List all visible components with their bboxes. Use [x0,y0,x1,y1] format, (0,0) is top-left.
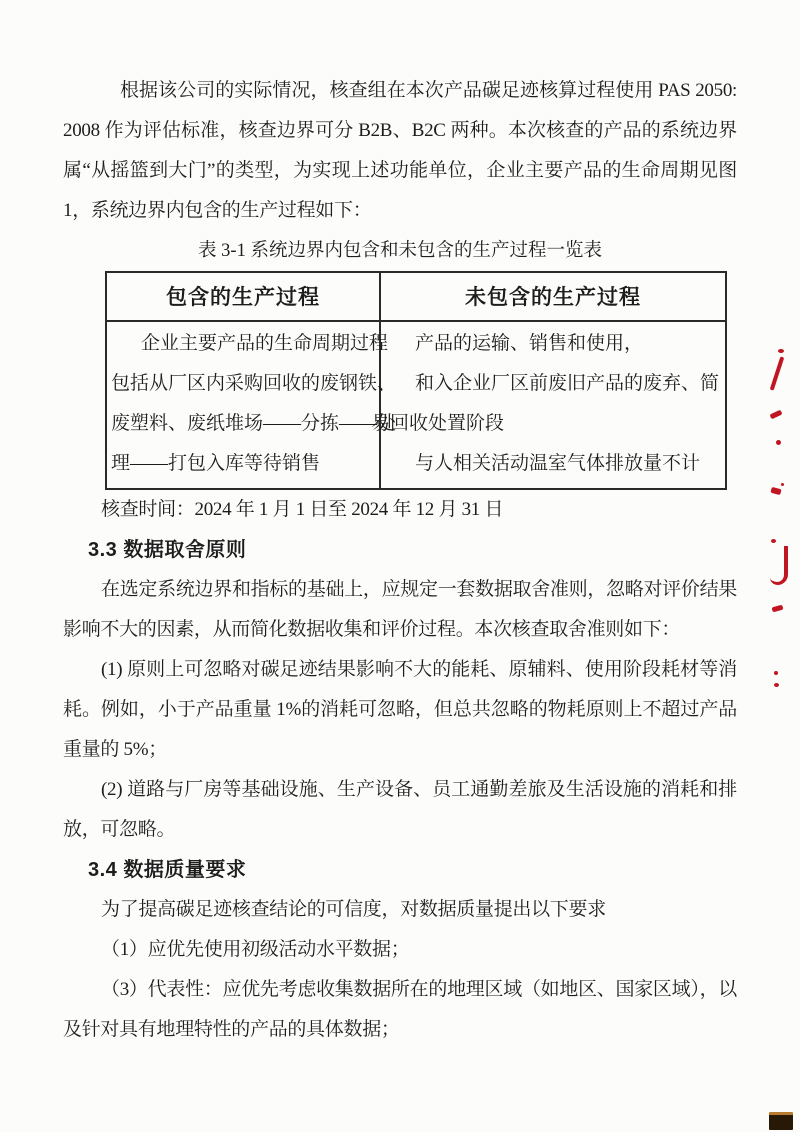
table-cell-line: 产品的运输、销售和使用， [415,333,644,354]
red-pen-dot [771,539,776,543]
table-cell-line: 包括从厂区内采购回收的废钢铁、 [111,373,397,394]
section-heading-3-3: 3.3 数据取舍原则 [88,539,247,561]
table-cell-line: 与人相关活动温室气体排放量不计 [415,453,701,474]
section-3-4-item-1: （1）应优先使用初级活动水平数据； [101,939,410,960]
intro-paragraph: 根据该公司的实际情况，核查组在本次产品碳足迹核算过程使用 PAS 2050: 2008 作为评估标准，核查边界可分 B2B、B2C 两种。本次核查的产品的系统边界属“从摇篮到大门”的类型，为实现上述功能单位，企业主要产品的生命周期见图 1，系统边界内包含的生产过程如下： [63,80,737,221]
red-pen-curve [770,546,788,585]
table-cell-line: 企业主要产品的生命周期过程 [141,333,389,354]
column-header-excluded: 未包含的生产过程 [380,272,726,321]
red-pen-tick [770,487,781,495]
verification-period-line: 核查时间：2024 年 1 月 1 日至 2024 年 12 月 31 日 [101,499,504,520]
section-3-3-item-1: (1) 原则上可忽略对碳足迹结果影响不大的能耗、原辅料、使用阶段耗材等消耗。例如，小于产品重量 1%的消耗可忽略，但总共忽略的物耗原则上不超过产品重量的 5%； [63,659,737,760]
table-cell-line: 易回收处置阶段 [371,413,505,434]
red-pen-tick [770,410,783,420]
table-cell-line: 和入企业厂区前废旧产品的废弃、简 [415,373,720,394]
process-boundary-table [63,271,737,490]
corner-stamp-fragment [769,1112,793,1130]
table-body-row [106,321,726,489]
section-3-3-intro: 在选定系统边界和指标的基础上，应规定一套数据取舍准则，忽略对评价结果影响不大的因素，从而简化数据收集和评价过程。本次核查取舍准则如下： [63,579,737,640]
red-pen-dot [774,683,779,687]
section-3-3-item-2: (2) 道路与厂房等基础设施、生产设备、员工通勤差旅及生活设施的消耗和排放，可忽略。 [63,779,737,840]
red-pen-dot [778,349,784,353]
page-content [63,0,737,1050]
included-processes-cell [106,321,397,489]
table-caption: 表 3-1 系统边界内包含和未包含的生产过程一览表 [198,241,602,261]
excluded-processes-cell [371,321,726,489]
table-header-row [106,272,726,321]
red-pen-tick [772,605,784,613]
column-header-included: 包含的生产过程 [106,272,380,321]
red-pen-dot [776,440,781,445]
red-pen-dot [781,483,784,486]
section-heading-3-4: 3.4 数据质量要求 [88,859,247,881]
section-3-4-item-3: （3）代表性：应优先考虑收集数据所在的地理区域（如地区、国家区域），以及针对具有地理特性的产品的具体数据； [63,979,737,1040]
section-3-4-intro: 为了提高碳足迹核查结论的可信度，对数据质量提出以下要求 [101,899,606,920]
red-pen-dot [774,671,778,675]
table-cell-line: 废塑料、废纸堆场——分拣——处 [111,413,397,434]
red-pen-slash [770,356,785,391]
table-cell-line: 理——打包入库等待销售 [111,453,321,474]
